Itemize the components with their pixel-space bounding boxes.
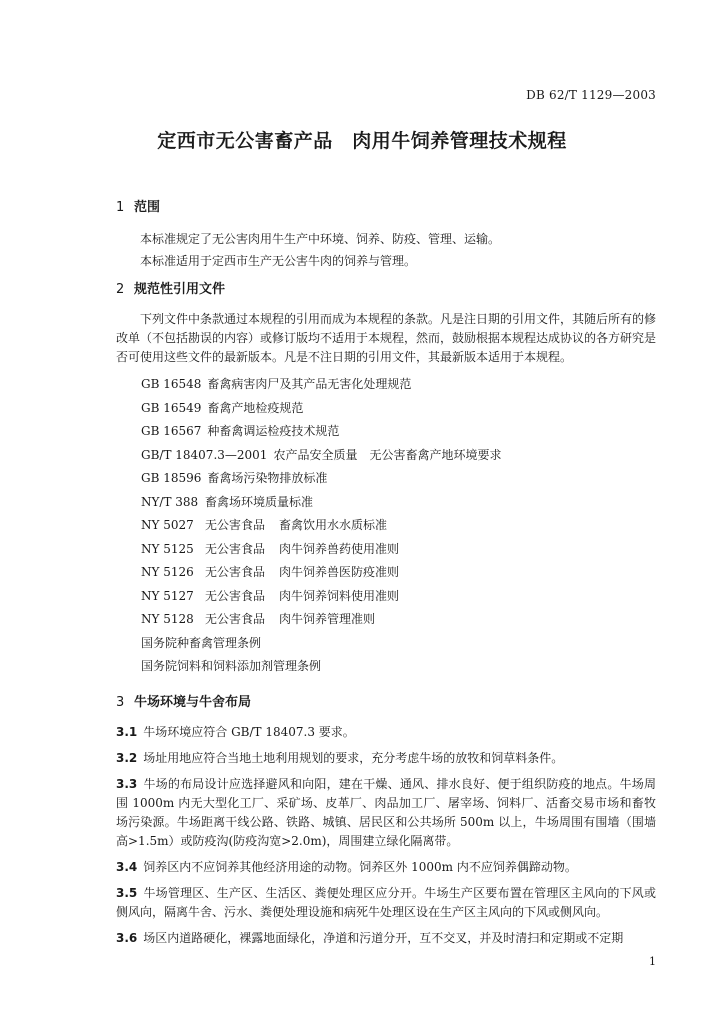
reference-item (116, 397, 656, 421)
clause-number: 3.2 (116, 750, 138, 765)
clause-number: 3.3 (116, 776, 138, 791)
ref-code: GB 18596 (141, 471, 202, 485)
refs-intro: 下列文件中条款通过本规程的引用而成为本规程的条款。凡是注日期的引用文件，其随后所有的修改单（不包括勘误的内容）或修订版均不适用于本规程，然而，鼓励根据本规程达成协议的各方研究是否可使用这些文件的最新版本。凡是不注日期的引用文件，其最新版本适用于本规程。 (116, 312, 657, 364)
reference-item (116, 444, 656, 468)
ref-code: NY 5127 (141, 588, 194, 603)
reference-item (116, 467, 656, 491)
clause-text: 场址用地应符合当地土地利用规划的要求，充分考虑牛场的放牧和饲草料条件。 (143, 750, 564, 765)
section-number: 3 (116, 694, 125, 710)
reference-item (116, 373, 656, 397)
clause (116, 749, 656, 768)
ref-code: NY 5126 (141, 565, 194, 579)
section-title: 范围 (134, 200, 161, 215)
clause (116, 775, 656, 851)
clause-text: 牛场环境应符合 GB/T 18407.3 要求。 (143, 724, 355, 739)
clause-text: 饲养区内不应饲养其他经济用途的动物。饲养区外 1000m 内不应饲养偶蹄动物。 (143, 859, 577, 874)
clause-number: 3.4 (116, 859, 138, 874)
reference-item (116, 514, 656, 538)
clause-text: 场区内道路硬化，裸露地面绿化，净道和污道分开，互不交叉，并及时清扫和定期或不定期 (143, 930, 624, 945)
ref-code: NY 5027 (141, 518, 194, 532)
reference-item (116, 608, 656, 632)
ref-code: GB 16549 (141, 400, 202, 415)
ref-code: GB 16567 (141, 424, 202, 438)
reference-item (116, 491, 656, 515)
reference-list (116, 373, 656, 679)
document-code: DB 62/T 1129—2003 (526, 88, 656, 102)
ref-name: 肉牛饲养饲料使用准则 (279, 588, 400, 603)
section-title: 牛场环境与牛舍布局 (134, 694, 252, 710)
ref-name: 畜禽病害肉尸及其产品无害化处理规范 (207, 377, 412, 391)
ref-name: 国务院饲料和饲料添加剂管理条例 (141, 659, 322, 673)
clause-number: 3.5 (116, 885, 138, 900)
section-number: 2 (116, 282, 125, 297)
scope-paragraph: 本标准规定了无公害肉用牛生产中环境、饲养、防疫、管理、运输。 (140, 232, 501, 246)
clause (116, 929, 656, 948)
document-body (116, 196, 656, 955)
ref-name: 肉牛饲养兽医防疫准则 (279, 565, 400, 579)
ref-name: 畜禽饮用水水质标准 (279, 518, 388, 532)
reference-item (116, 561, 656, 585)
ref-category: 无公害食品 (205, 565, 266, 579)
reference-item (116, 632, 656, 656)
ref-name: 畜禽产地检疫规范 (207, 400, 304, 415)
reference-item (116, 655, 656, 679)
clause-number: 3.6 (116, 930, 138, 945)
ref-category: 无公害食品 (205, 588, 266, 603)
ref-name: 农产品安全质量 无公害畜禽产地环境要求 (273, 447, 502, 462)
reference-item (116, 538, 656, 562)
page-number: 1 (649, 955, 656, 968)
ref-name: 肉牛饲养管理准则 (279, 612, 376, 626)
ref-name: 畜禽场污染物排放标准 (207, 471, 328, 485)
ref-category: 无公害食品 (205, 612, 266, 626)
clause-text: 牛场的布局设计应选择避风和向阳，建在干燥、通风、排水良好、便于组织防疫的地点。牛场周围 1000m 内无大型化工厂、采矿场、皮革厂、肉品加工厂、屠宰场、饲料厂、活畜交易市场和畜牧场污染源。牛场距离干线公路、铁路、城镇、居民区和公共场所 500m 以上，牛场周围有围墙（围墙高>1.5m）或防疫沟(防疫沟宽>2.0m)，周围建立绿化隔离带。 (116, 776, 656, 848)
clause (116, 858, 656, 877)
reference-item (116, 585, 656, 609)
section-heading-refs (116, 278, 656, 296)
ref-name: 肉牛饲养兽药使用准则 (279, 541, 400, 556)
clause-text: 牛场管理区、生产区、生活区、粪便处理区应分开。牛场生产区要布置在管理区主风向的下风或侧风向，隔离牛舍、污水、粪便处理设施和病死牛处理区设在生产区主风向的下风或侧风向。 (116, 885, 656, 919)
reference-item (116, 420, 656, 444)
ref-code: GB/T 18407.3—2001 (141, 447, 268, 462)
ref-code: NY 5128 (141, 612, 194, 626)
section-heading-env (116, 691, 656, 709)
section-heading-scope (116, 196, 656, 214)
ref-name: 畜禽场环境质量标准 (205, 494, 314, 509)
ref-code: GB 16548 (141, 377, 202, 391)
section-number: 1 (116, 200, 125, 215)
ref-code: NY/T 388 (141, 494, 199, 509)
ref-category: 无公害食品 (205, 518, 266, 532)
scope-paragraph: 本标准适用于定西市生产无公害牛肉的饲养与管理。 (140, 254, 417, 268)
ref-code: NY 5125 (141, 541, 194, 556)
ref-name: 国务院种畜禽管理条例 (141, 635, 262, 650)
document-title: 定西市无公害畜产品 肉用牛饲养管理技术规程 (157, 130, 567, 152)
clause-number: 3.1 (116, 724, 138, 739)
ref-name: 种畜禽调运检疫技术规范 (207, 424, 340, 438)
section-title: 规范性引用文件 (134, 282, 226, 297)
clause (116, 884, 656, 922)
ref-category: 无公害食品 (205, 541, 266, 556)
clause (116, 723, 656, 742)
